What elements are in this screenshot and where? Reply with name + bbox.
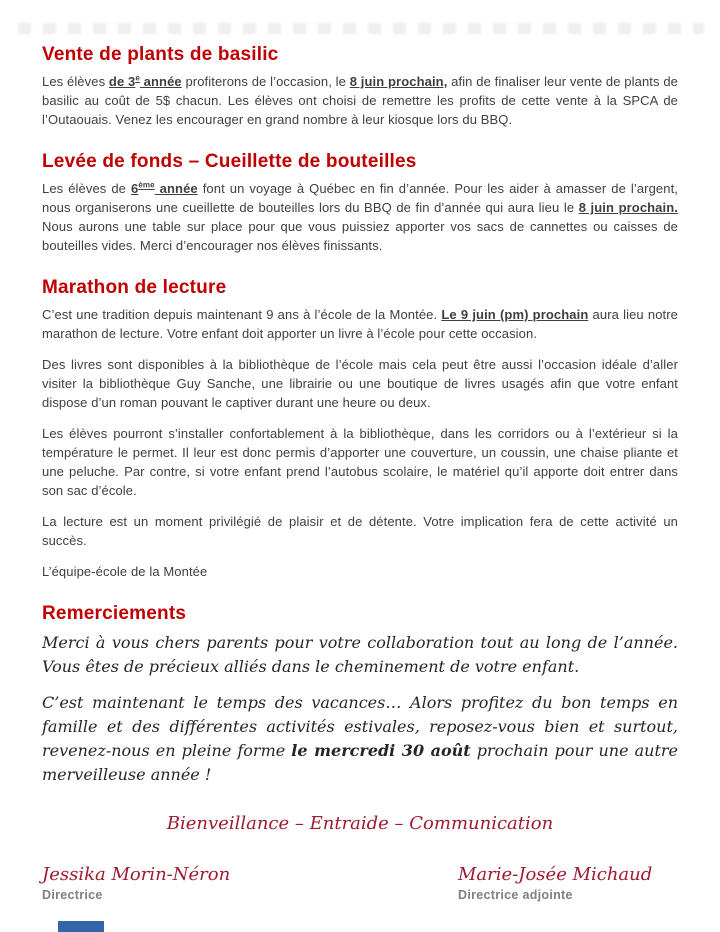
- signature-title: Directrice adjointe: [458, 888, 573, 902]
- section-remerciements: [42, 603, 678, 787]
- signature-block: [42, 864, 678, 902]
- vacation-paragraph: C’est maintenant le temps des vacances… Alors profitez du bon temps en famille et des différentes activités estivales, reposez-vous bien et surtout, revenez-nous en pleine forme le mercredi 30 août prochain pour une autre merveilleuse année !: [42, 693, 679, 784]
- paragraph: Les élèves de 6ème année font un voyage à Québec en fin d’année. Pour les aider à amasser de l’argent, nous organiserons une cueillette de bouteilles lors du BBQ de fin d’année qui aura lieu le 8 juin prochain. Nous aurons une table sur place pour que vous puissiez apporter vos sacs de cannettes ou caisses de bouteilles vides. Merci d’encourager nos élèves finissants.: [42, 180, 678, 253]
- thanks-paragraph: Merci à vous chers parents pour votre collaboration tout au long de l’année. Vous êtes de précieux alliés dans le cheminement de votre enfant.: [42, 633, 678, 676]
- paragraph: C’est une tradition depuis maintenant 9 ans à l’école de la Montée. Le 9 juin (pm) prochain aura lieu notre marathon de lecture. Votre enfant doit apporter un livre à l’école pour cette occasion.: [42, 307, 679, 341]
- paragraph: Les élèves pourront s’installer confortablement à la bibliothèque, dans les corridors ou à l’extérieur si la température le permet. Il leur est donc permis d’apporter une couverture, un coussin, une chaise pliante et une peluche. Par contre, si votre enfant prend l’autobus scolaire, le matériel qu’il apporte doit entrer dans son sac d’école.: [42, 426, 678, 498]
- section-heading-levee-de-fonds: Levée de fonds – Cueillette de bouteilles: [42, 151, 417, 172]
- cropped-previous-line-artifact: [18, 23, 704, 34]
- cropped-blue-banner-artifact: [58, 921, 104, 932]
- paragraph: Des livres sont disponibles à la bibliothèque de l’école mais cela peut être aussi l’occasion idéale d’aller visiter la bibliothèque Guy Sanche, une librairie ou une boutique de livres usagés afin que votre enfant dispose d’un roman pouvant le captiver durant une heure ou deux.: [42, 357, 678, 410]
- signature-name: Marie-Josée Michaud: [458, 864, 653, 885]
- school-motto: Bienveillance – Entraide – Communication: [166, 813, 554, 834]
- section-heading-vente-basilic: Vente de plants de basilic: [42, 44, 279, 65]
- signature-directrice: [42, 864, 458, 902]
- paragraph: Les élèves de 3e année profiterons de l’occasion, le 8 juin prochain, afin de finaliser leur vente de plants de basilic au coût de 5$ chacun. Les élèves ont choisi de remettre les profits de cette vente à la SPCA de l’Outaouais. Venez les encourager en grand nombre à leur kiosque lors du BBQ.: [42, 73, 678, 127]
- team-signoff: L’équipe-école de la Montée: [42, 564, 208, 579]
- section-levee-de-fonds: [42, 151, 678, 255]
- section-heading-remerciements: Remerciements: [42, 603, 187, 624]
- signature-directrice-adjointe: [458, 864, 678, 902]
- section-vente-basilic: [42, 44, 678, 129]
- signature-name: Jessika Morin-Néron: [42, 864, 231, 885]
- signature-title: Directrice: [42, 888, 103, 902]
- section-heading-marathon-lecture: Marathon de lecture: [42, 277, 227, 298]
- paragraph: La lecture est un moment privilégié de plaisir et de détente. Votre implication fera de cette activité un succès.: [42, 514, 678, 548]
- section-marathon-lecture: [42, 277, 678, 581]
